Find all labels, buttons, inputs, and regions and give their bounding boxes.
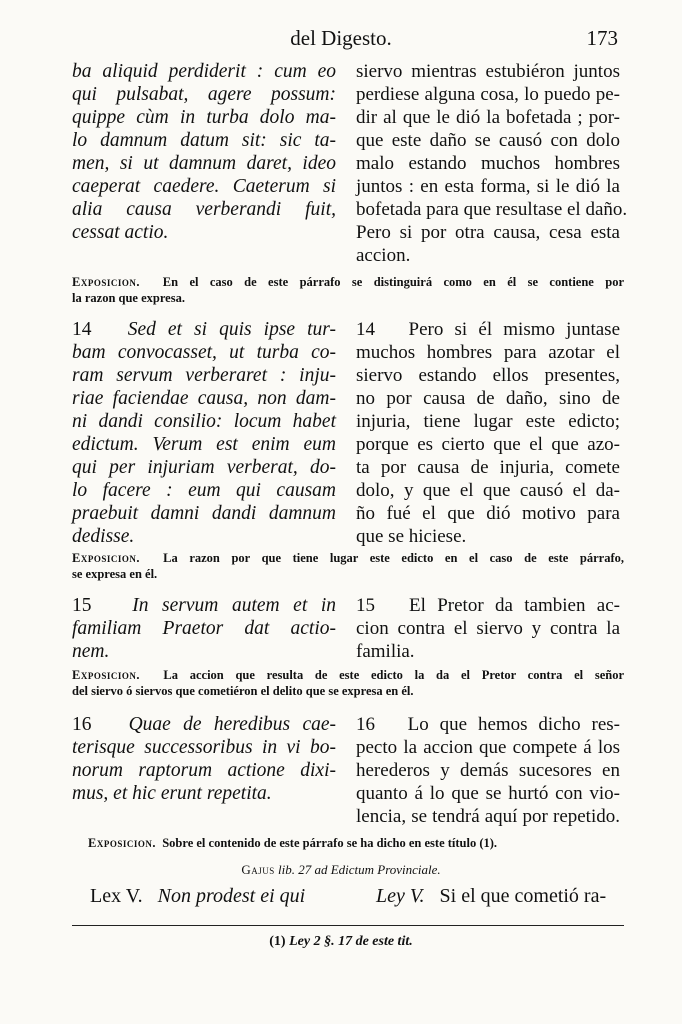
spanish-line: siervo estando ellos presentes, (356, 365, 620, 386)
spanish-line: pecto la accion que compete á los (356, 737, 620, 758)
latin-line: ni dandi consilio: locum habet (72, 411, 336, 432)
latin-line: riae faciendae causa, non dam- (72, 388, 336, 409)
latin-line: nem. (72, 641, 110, 662)
exposicion-note (72, 550, 624, 582)
spanish-line: dolo, y que el que causó el da- (356, 480, 620, 501)
latin-line: familiam Praetor dat actio- (72, 618, 336, 639)
latin-line: cessat actio. (72, 222, 169, 243)
spanish-line: malo estando muchos hombres (356, 153, 620, 174)
exposicion-note (88, 835, 624, 851)
latin-line: dedisse. (72, 526, 135, 547)
paragraph-number: 15 (356, 595, 375, 616)
spanish-line: ta por causa de injuria, comete (356, 457, 620, 478)
latin-line: ba aliquid perdiderit : cum eo (72, 61, 336, 82)
lex-latin-heading (90, 885, 305, 908)
paragraph-number: 16 (356, 714, 375, 735)
footnote-text: Ley 2 §. 17 de este tit. (289, 934, 413, 949)
spanish-line: Lo que hemos dicho res- (407, 714, 620, 735)
latin-line: mus, et hic erunt repetita. (72, 783, 272, 804)
latin-line: praebuit damni dandi damnum (72, 503, 336, 524)
spanish-column (356, 713, 620, 828)
exposicion-label: Exposicion. (72, 275, 140, 289)
exposicion-text: En el caso de este párrafo se distinguirá como en él se contiene por (162, 275, 624, 289)
spanish-line: bofetada para que resultase el daño. (356, 199, 628, 220)
source-citation (0, 862, 682, 878)
spanish-line: que se hiciese. (356, 526, 467, 547)
source-reference: lib. 27 ad Edictum Provinciale. (277, 862, 441, 877)
latin-line: lo facere : eum qui causam (72, 480, 336, 501)
footnote (0, 934, 682, 950)
latin-column (72, 60, 336, 244)
exposicion-text: se expresa en él. (72, 567, 158, 581)
spanish-line: lencia, se tendrá aquí por repetido. (356, 806, 620, 827)
spanish-line: juntos : en esta forma, si le dió la (356, 176, 620, 197)
lex-spanish-text: Si el que cometió ra- (439, 885, 607, 907)
running-title: del Digesto. (290, 26, 392, 50)
spanish-line: perdiese alguna cosa, lo puedo pe- (356, 84, 620, 105)
spanish-line: Pero si por otra causa, cesa esta (356, 222, 620, 243)
latin-line: Sed et si quis ipse tur- (127, 319, 337, 340)
exposicion-text: La accion que resulta de este edicto la da el Pretor contra el señor (163, 668, 624, 682)
latin-line: ram servum verberaret : inju- (72, 365, 336, 386)
spanish-line: injuria, tiene lugar este edicto; (356, 411, 620, 432)
latin-line: quippe cùm in turba dolo ma- (72, 107, 336, 128)
source-author: Gajus (241, 862, 275, 877)
exposicion-text: La razon por que tiene lugar este edicto en el caso de este párrafo, (163, 551, 624, 565)
latin-line: qui pulsabat, agere possum: (72, 84, 336, 105)
latin-line: Quae de heredibus cae- (128, 714, 336, 735)
paragraph-number: 16 (72, 714, 92, 735)
spanish-column (356, 60, 628, 267)
exposicion-label: Exposicion. (72, 551, 140, 565)
latin-line: men, si ut damnum daret, ideo (72, 153, 336, 174)
spanish-line: muchos hombres para azotar el (356, 342, 620, 363)
spanish-column (356, 594, 620, 663)
latin-line: caeperat caedere. Caeterum si (72, 176, 336, 197)
lex-spanish-label: Ley V. (376, 885, 425, 907)
latin-line: In servum autem et in (132, 595, 336, 616)
latin-line: edictum. Verum est enim eum (72, 434, 336, 455)
spanish-line: cion contra el siervo y contra la (356, 618, 620, 639)
spanish-column (356, 318, 620, 548)
lex-latin-label: Lex V. (90, 885, 143, 907)
latin-line: alia causa verberandi fuit, (72, 199, 336, 220)
exposicion-note (72, 274, 624, 306)
spanish-line: herederos y demás sucesores en (356, 760, 620, 781)
latin-line: terisque successoribus in vi bo- (72, 737, 336, 758)
page-number: 173 (586, 26, 618, 50)
exposicion-text: del siervo ó siervos que cometiéron el delito que se expresa en él. (72, 684, 414, 698)
footnote-marker: (1) (269, 934, 286, 949)
paragraph-number: 14 (356, 319, 375, 340)
page-header (0, 26, 682, 56)
exposicion-text: Sobre el contenido de este párrafo se ha dicho en este título (1). (162, 836, 498, 850)
exposicion-text: la razon que expresa. (72, 291, 185, 305)
exposicion-label: Exposicion. (72, 668, 140, 682)
spanish-line: familia. (356, 641, 415, 662)
lex-latin-text: Non prodest ei qui (157, 885, 306, 907)
footnote-divider (72, 925, 624, 926)
spanish-line: accion. (356, 245, 411, 266)
spanish-line: ño fué el que dió motivo para (356, 503, 620, 524)
spanish-line: porque es cierto que el que azo- (356, 434, 620, 455)
spanish-line: Pero si él mismo juntase (408, 319, 620, 340)
spanish-line: dir al que le dió la bofetada ; por- (356, 107, 620, 128)
latin-line: norum raptorum actione dixi- (72, 760, 336, 781)
lex-spanish-heading (376, 885, 606, 908)
spanish-line: no por causa de daño, sino de (356, 388, 620, 409)
paragraph-number: 15 (72, 595, 92, 616)
latin-column (72, 594, 336, 663)
latin-column (72, 318, 336, 548)
latin-column (72, 713, 336, 805)
exposicion-note (72, 667, 624, 699)
latin-line: qui per injuriam verberat, do- (72, 457, 336, 478)
spanish-line: siervo mientras estubiéron juntos (356, 61, 620, 82)
latin-line: bam convocasset, ut turba co- (72, 342, 336, 363)
spanish-line: que este daño se causó con dolo (356, 130, 620, 151)
latin-line: lo damnum datum sit: sic ta- (72, 130, 336, 151)
spanish-line: El Pretor da tambien ac- (409, 595, 621, 616)
paragraph-number: 14 (72, 319, 92, 340)
spanish-line: quanto á lo que se hurtó con vio- (356, 783, 620, 804)
exposicion-label: Exposicion. (88, 836, 156, 850)
